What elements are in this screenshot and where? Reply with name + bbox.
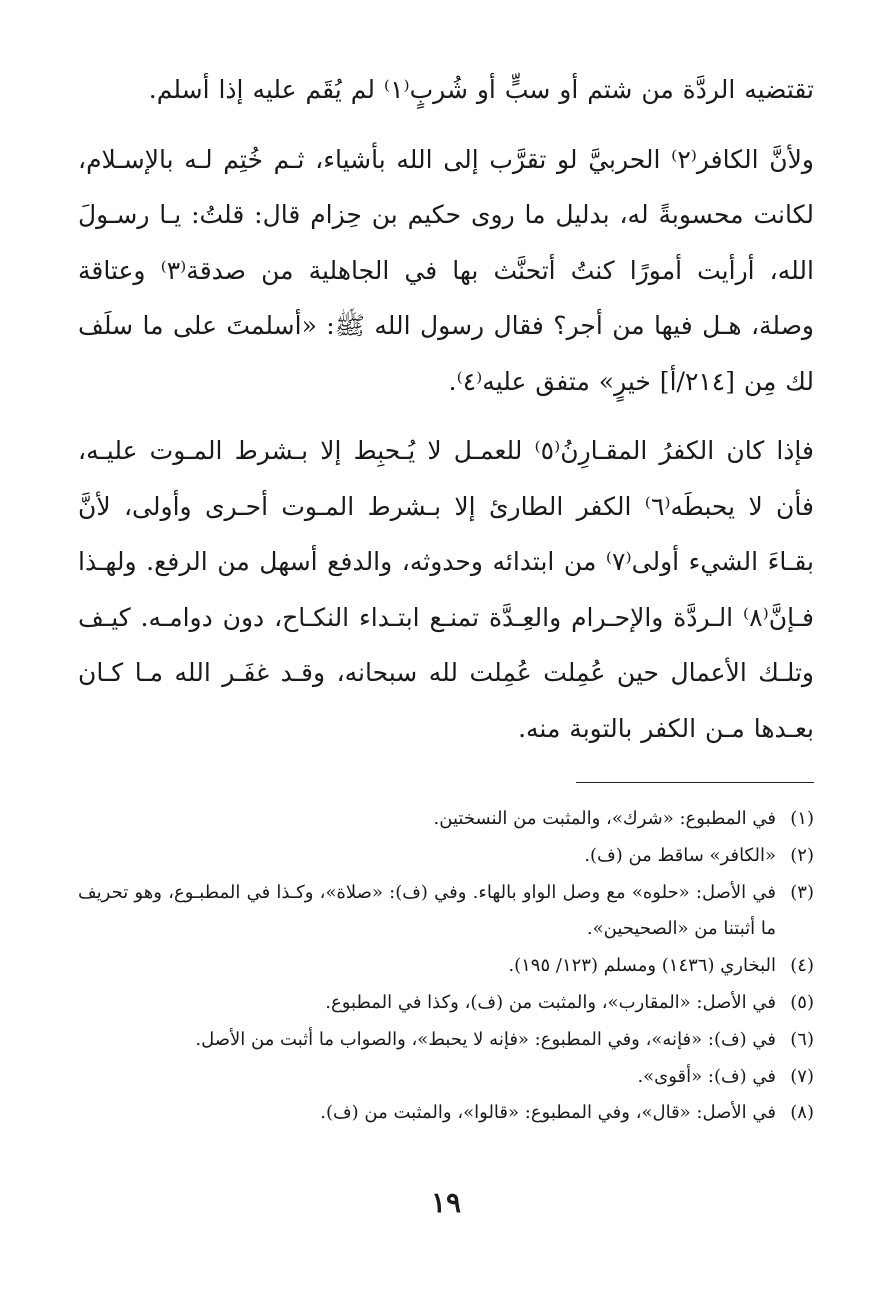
footnote-text: «الكافر» ساقط من (ف). — [584, 844, 776, 866]
footnote — [78, 1095, 814, 1132]
footnote-text: في الأصل: «قال»، وفي المطبوع: «قالوا»، والمثبت من (ف). — [320, 1102, 776, 1124]
footnote-number: (٦) — [790, 1028, 814, 1050]
footnote-separator — [576, 782, 814, 783]
footnotes — [78, 801, 814, 1132]
footnote — [78, 1022, 814, 1059]
footnote-text: البخاري (١٤٣٦) ومسلم (١٢٣/ ١٩٥). — [508, 955, 776, 977]
footnote — [78, 948, 814, 985]
footnote-number: (٤) — [790, 955, 814, 977]
footnote-number: (٨) — [790, 1102, 814, 1124]
footnote-text: في الأصل: «المقارب»، والمثبت من (ف)، وكذا في المطبوع. — [325, 991, 776, 1013]
footnote — [78, 801, 814, 838]
body-paragraph-1: تقتضيه الردَّة من شتم أو سبٍّ أو شُربٍ⁽١⁾ لم يُقَم عليه إذا أسلم. — [148, 75, 814, 104]
body-paragraph-2: ولأنَّ الكافر⁽٢⁾ الحربيَّ لو تقرَّب إلى الله بأشياء، ثـم خُتِم لـه بالإسـلام، لكانت محسوبةً له، بدليل ما روى حكيم بن حِزام قال: قلتُ: يـا رسـولَ الله، أرأيت أمورًا كنتُ أتحنَّث بها في الجاهلية من صدقة⁽٣⁾ وعتاقة وصلة، هـل فيها من أجر؟ فقال رسول الله ﷺ: «أسلمتَ على ما سلَف لك مِن [٢١٤/أ] خيرٍ» متفق عليه⁽٤⁾. — [78, 144, 814, 396]
page-number: ١٩ — [430, 1186, 462, 1219]
footnote — [78, 985, 814, 1022]
footnote-number: (١) — [790, 808, 814, 829]
footnote-number: (٥) — [790, 991, 814, 1013]
footnote-text: في (ف): «فإنه»، وفي المطبوع: «فإنه لا يحبط»، والصواب ما أثبت من الأصل. — [195, 1028, 776, 1050]
footnote — [78, 838, 814, 875]
footnote-number: (٣) — [790, 881, 814, 903]
footnote-number: (٢) — [790, 844, 814, 866]
footnote-text: في الأصل: «حلوه» مع وصل الواو بالهاء. وفي (ف): «صلاة»، وكـذا في المطبـوع، وهو تحريف ما أثبتنا من «الصحيحين». — [78, 881, 776, 940]
footnote — [78, 875, 814, 949]
footnote — [78, 1059, 814, 1096]
body-paragraph-3: فإذا كان الكفرُ المقـارِنُ⁽٥⁾ للعمـل لا يُـحبِط إلا بـشرط المـوت عليـه، فأن لا يحبطَه⁽٦⁾ الكفر الطارئ إلا بـشرط المـوت أحـرى وأولى، لأنَّ بقـاءَ الشيء أولى⁽٧⁾ من ابتدائه وحدوثه، والدفع أسهل من الرفع. ولهـذا فـإنَّ⁽٨⁾ الـردَّة والإحـرام والعِـدَّة تمنـع ابتـداء النكـاح، دون دوامـه. كيـف وتلـك الأعمال حين عُمِلت عُمِلت لله سبحانه، وقـد غفَـر الله مـا كـان بعـدها مـن الكفر بالتوبة منه. — [78, 436, 814, 743]
page-content — [78, 62, 814, 1250]
footnote-text: في (ف): «أقوى». — [637, 1065, 776, 1087]
footnote-number: (٧) — [790, 1065, 814, 1087]
footnote-text: في المطبوع: «شرك»، والمثبت من النسختين. — [433, 808, 776, 829]
